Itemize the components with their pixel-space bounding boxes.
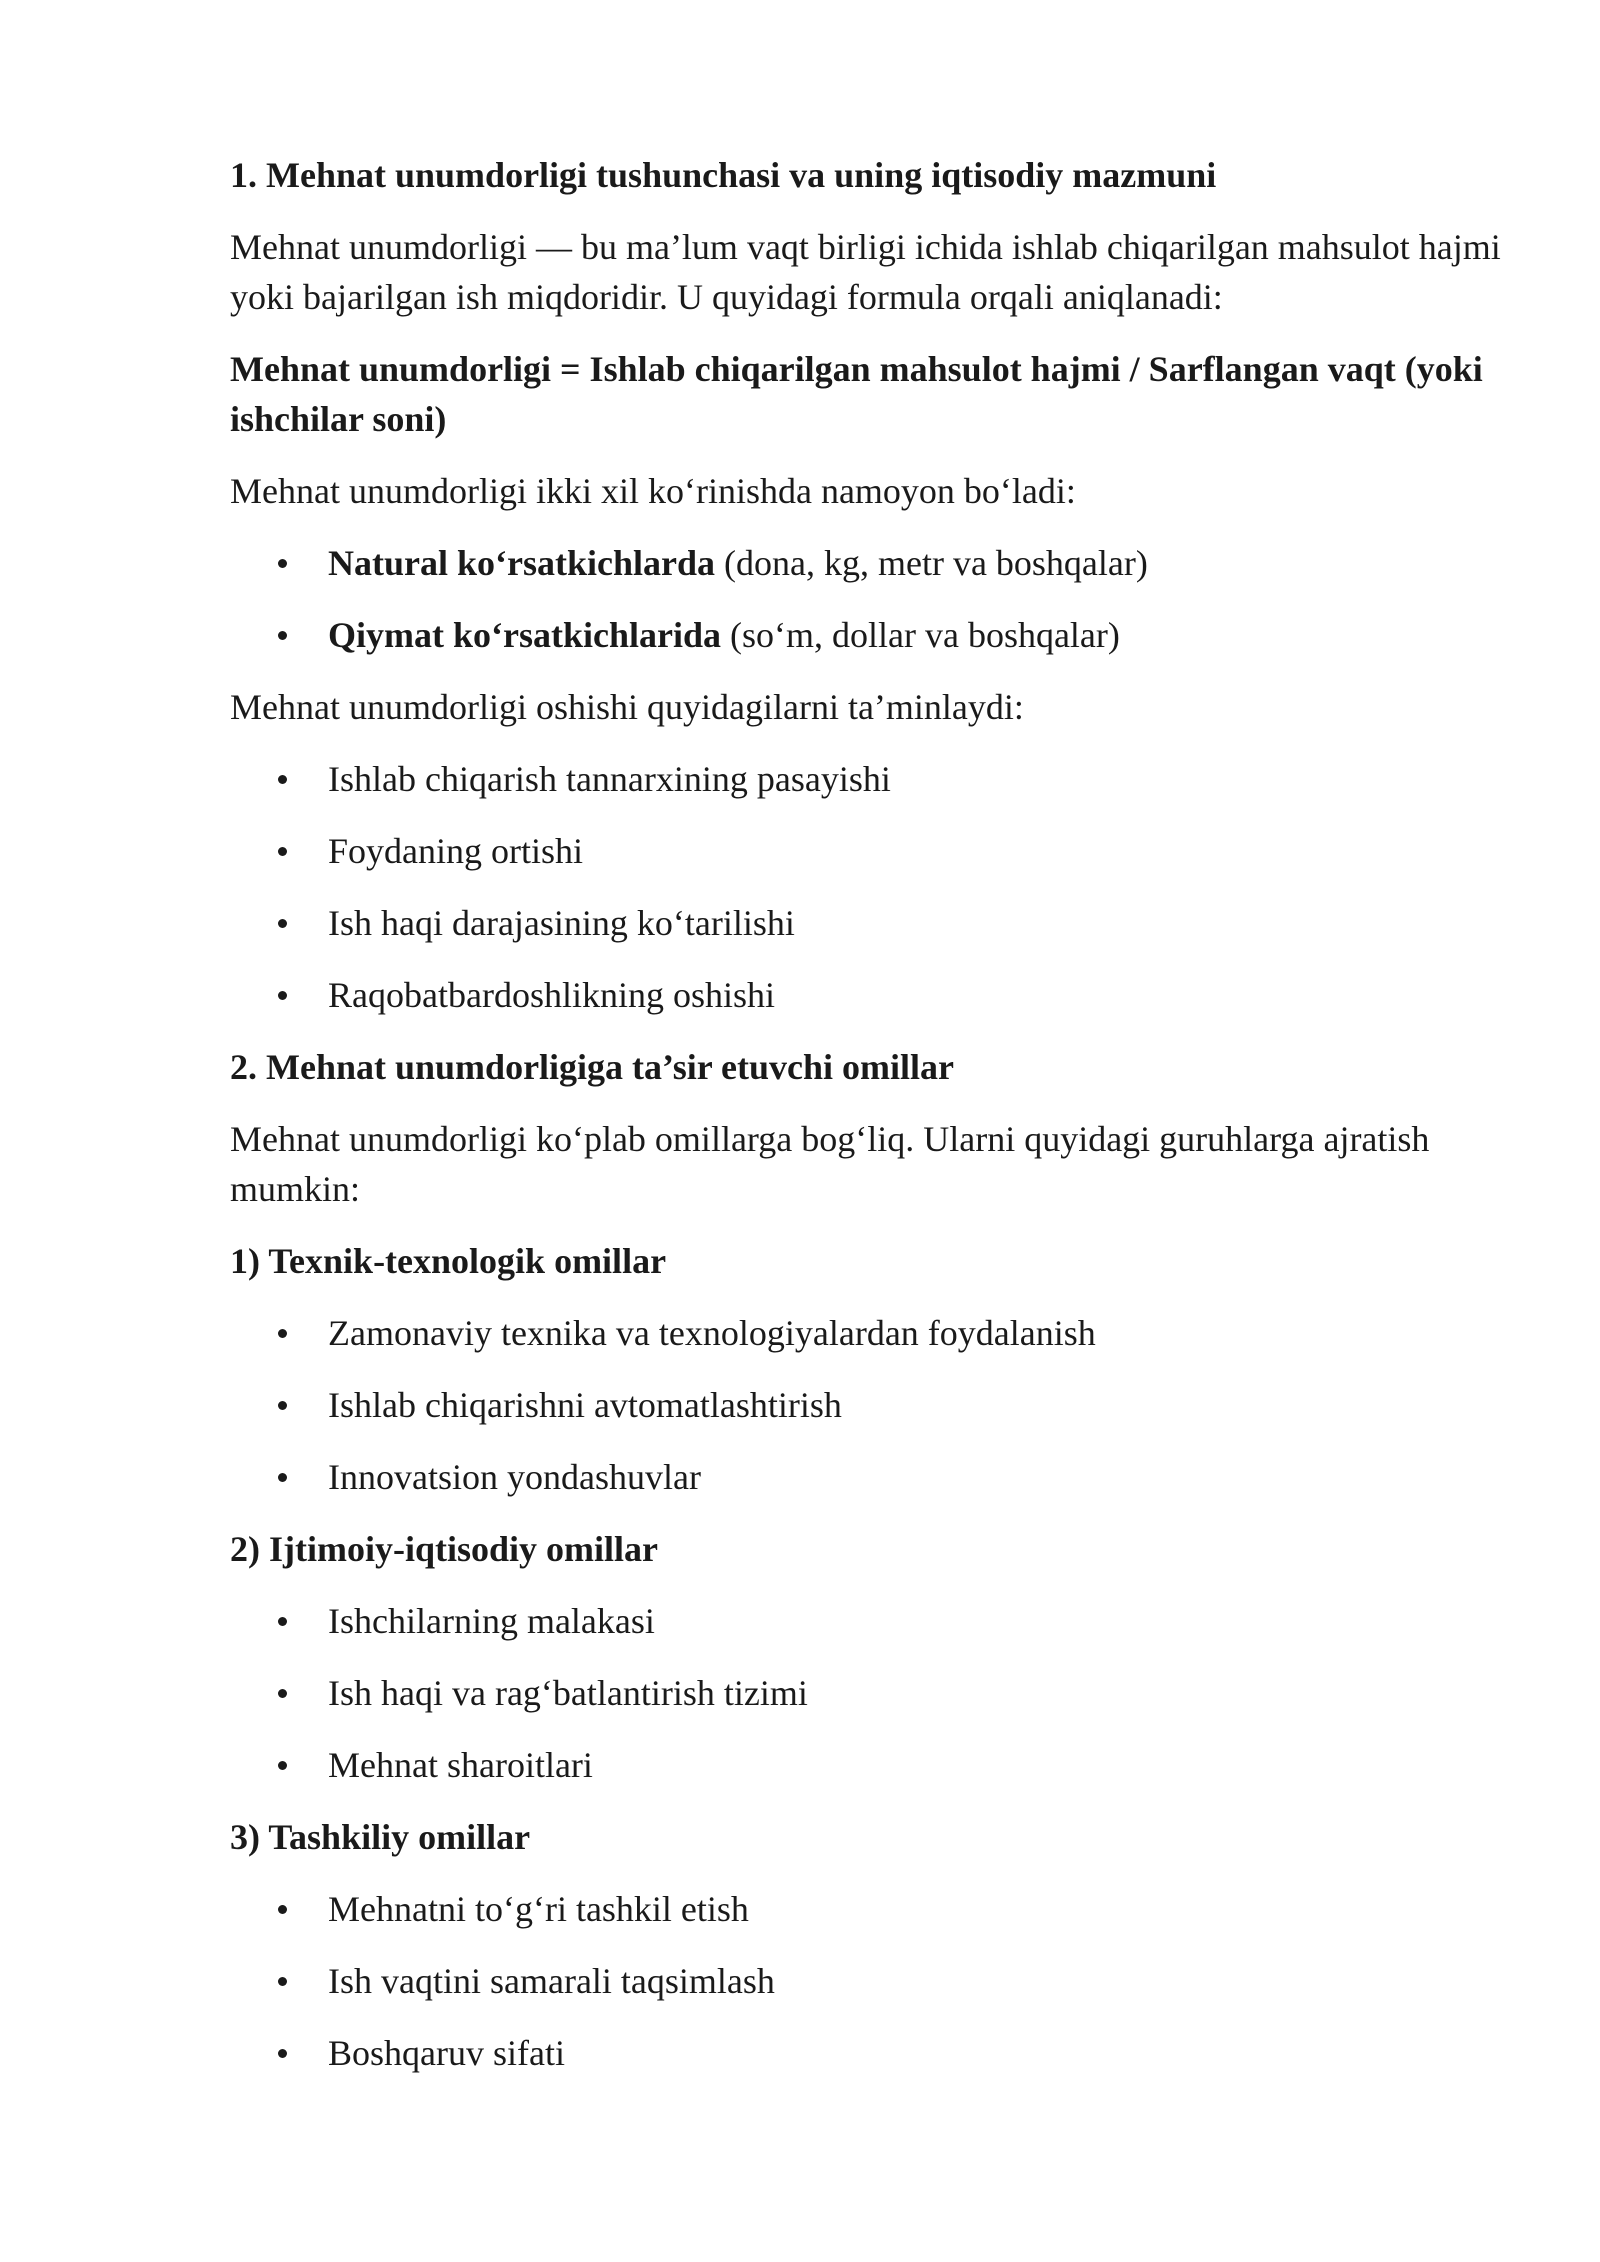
document-page — [230, 150, 1530, 2100]
list-item — [230, 1668, 1530, 1718]
bullet-icon — [278, 1905, 287, 1914]
list-item — [230, 538, 1530, 588]
list-item — [230, 826, 1530, 876]
section-2-heading: 2. Mehnat unumdorligiga ta’sir etuvchi omillar — [230, 1047, 954, 1087]
list-item-text: Zamonaviy texnika va texnologiyalardan foydalanish — [328, 1313, 1096, 1353]
bullet-icon — [278, 1329, 287, 1338]
group-2-list — [230, 1596, 1530, 1790]
bullet-icon — [278, 991, 287, 1000]
list-item-text: Mehnat sharoitlari — [328, 1745, 593, 1785]
forms-intro: Mehnat unumdorligi ikki xil ko‘rinishda namoyon bo‘ladi: — [230, 471, 1076, 511]
list-item — [230, 1452, 1530, 1502]
section-1-intro: Mehnat unumdorligi — bu ma’lum vaqt birligi ichida ishlab chiqarilgan mahsulot hajmi yoki bajarilgan ish miqdoridir. U quyidagi formula orqali aniqlanadi: — [230, 227, 1501, 317]
group-3-list — [230, 1884, 1530, 2078]
list-item-text: Boshqaruv sifati — [328, 2033, 565, 2073]
list-item — [230, 1740, 1530, 1790]
bullet-icon — [278, 1977, 287, 1986]
list-item — [230, 2028, 1530, 2078]
list-item — [230, 610, 1530, 660]
productivity-formula: Mehnat unumdorligi = Ishlab chiqarilgan mahsulot hajmi / Sarflangan vaqt (yoki ishchilar soni) — [230, 349, 1483, 439]
bullet-icon — [278, 559, 287, 568]
group-3-title: 3) Tashkiliy omillar — [230, 1817, 531, 1857]
growth-intro: Mehnat unumdorligi oshishi quyidagilarni ta’minlaydi: — [230, 687, 1024, 727]
form-term: Qiymat ko‘rsatkichlarida — [328, 615, 721, 655]
list-item-text: Ishlab chiqarish tannarxining pasayishi — [328, 759, 891, 799]
growth-list — [230, 754, 1530, 1020]
bullet-icon — [278, 2049, 287, 2058]
list-item-text: Ish haqi darajasining ko‘tarilishi — [328, 903, 795, 943]
form-detail: (so‘m, dollar va boshqalar) — [721, 615, 1120, 655]
bullet-icon — [278, 1473, 287, 1482]
list-item — [230, 1956, 1530, 2006]
bullet-icon — [278, 1617, 287, 1626]
list-item — [230, 1380, 1530, 1430]
list-item — [230, 1884, 1530, 1934]
form-term: Natural ko‘rsatkichlarda — [328, 543, 715, 583]
group-1-list — [230, 1308, 1530, 1502]
section-1-heading: 1. Mehnat unumdorligi tushunchasi va uning iqtisodiy mazmuni — [230, 155, 1217, 195]
bullet-icon — [278, 631, 287, 640]
list-item-text: Ishlab chiqarishni avtomatlashtirish — [328, 1385, 842, 1425]
list-item-text: Ish vaqtini samarali taqsimlash — [328, 1961, 775, 2001]
list-item-text: Innovatsion yondashuvlar — [328, 1457, 701, 1497]
list-item-text: Mehnatni to‘g‘ri tashkil etish — [328, 1889, 749, 1929]
group-1-title: 1) Texnik-texnologik omillar — [230, 1241, 667, 1281]
list-item — [230, 1308, 1530, 1358]
list-item-text: Foydaning ortishi — [328, 831, 584, 871]
bullet-icon — [278, 1689, 287, 1698]
bullet-icon — [278, 1761, 287, 1770]
bullet-icon — [278, 847, 287, 856]
section-2-intro: Mehnat unumdorligi ko‘plab omillarga bog‘liq. Ularni quyidagi guruhlarga ajratish mumkin: — [230, 1119, 1430, 1209]
bullet-icon — [278, 775, 287, 784]
list-item — [230, 754, 1530, 804]
list-item — [230, 898, 1530, 948]
form-detail: (dona, kg, metr va boshqalar) — [715, 543, 1148, 583]
bullet-icon — [278, 1401, 287, 1410]
forms-list — [230, 538, 1530, 660]
group-2-title: 2) Ijtimoiy-iqtisodiy omillar — [230, 1529, 658, 1569]
bullet-icon — [278, 919, 287, 928]
list-item-text: Ishchilarning malakasi — [328, 1601, 655, 1641]
list-item — [230, 1596, 1530, 1646]
list-item-text: Ish haqi va rag‘batlantirish tizimi — [328, 1673, 808, 1713]
list-item — [230, 970, 1530, 1020]
list-item-text: Raqobatbardoshlikning oshishi — [328, 975, 775, 1015]
